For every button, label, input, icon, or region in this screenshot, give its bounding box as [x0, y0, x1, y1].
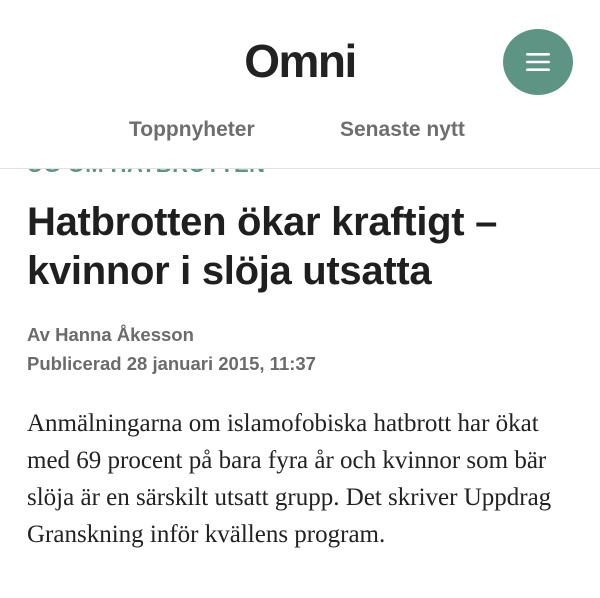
- tab-toppnyheter[interactable]: Toppnyheter: [129, 118, 255, 141]
- menu-button[interactable]: [503, 29, 573, 95]
- article-byline[interactable]: Av Hanna Åkesson: [27, 324, 194, 345]
- site-header: [0, 0, 600, 169]
- hamburger-menu-icon: [524, 51, 552, 73]
- article-lead: Anmälningarna om islamofobiska hatbrott har ökat med 69 procent på bara fyra år och kvinnor som bär slöja är en särskilt utsatt grupp. Det skriver Uppdrag Granskning inför kvällens program.: [27, 410, 552, 548]
- site-logo[interactable]: Omni: [244, 35, 356, 87]
- article-title: Hatbrotten ökar kraftigt – kvinnor i slöja utsatta: [27, 200, 498, 293]
- tab-senaste-nytt[interactable]: Senaste nytt: [340, 118, 465, 141]
- article-published-date: Publicerad 28 januari 2015, 11:37: [27, 353, 316, 374]
